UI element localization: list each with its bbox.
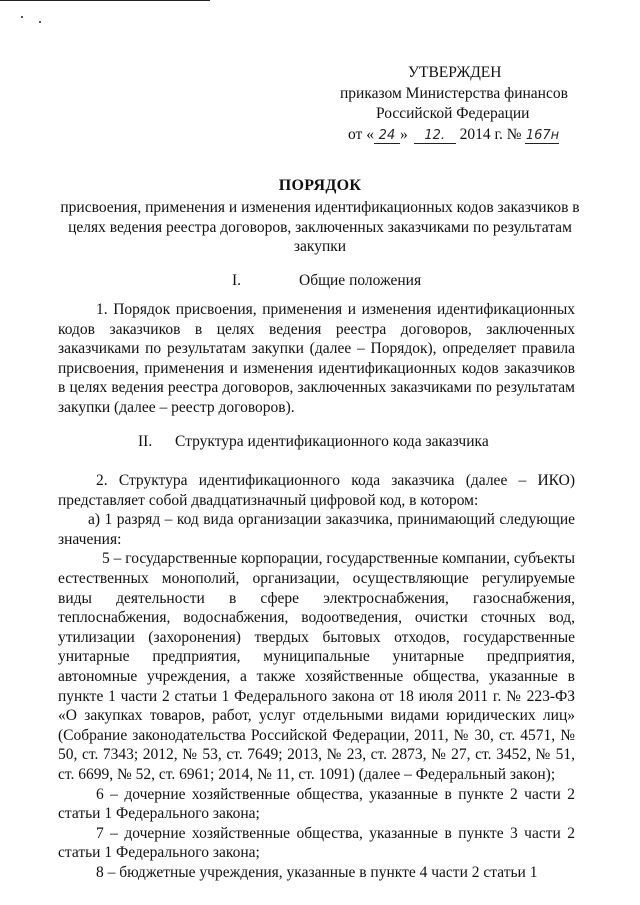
scan-speck	[21, 16, 23, 18]
scan-speck	[39, 21, 41, 23]
date-prefix: от «	[348, 125, 374, 143]
section-heading-2	[138, 433, 489, 451]
section-title: Структура идентификационного кода заказчика	[175, 433, 489, 450]
section-2-body	[58, 471, 575, 882]
section-title: Общие положения	[299, 272, 422, 289]
order-date-line	[330, 125, 590, 146]
date-year: 2014 г. №	[459, 125, 522, 143]
order-ministry-line: приказом Министерства финансов	[340, 84, 568, 102]
approval-stamp-block	[330, 63, 590, 145]
date-mid: »	[399, 125, 408, 143]
federation-line: Российской Федерации	[376, 105, 530, 122]
paragraph: 5 – государственные корпорации, государственные компании, субъекты естественных монополий, организации, осуществляющие регулируемые виды деятельности в сфере электроснабжения, газоснабжения, теплоснабжения, водоснабжения, водоотведения, очистки сточных вод, утилизации (захоронения) твердых бытовых отходов, государственные унитарные предприятия, муниципальные унитарные предприятия, автономные учреждения, а также хозяйственные общества, указанные в пункте 1 части 2 статьи 1 Федерального закона от 18 июля 2011 г. № 223-ФЗ «О закупках товаров, работ, услуг отдельными видами юридических лиц» (Собрание законодательства Российской Федерации, 2011, № 30, ст. 4571, № 50, ст. 7343; 2012, № 53, ст. 7649; 2013, № 23, ст. 2873, № 27, ст. 3452, № 51, ст. 6699, № 52, ст. 6961; 2014, № 11, ст. 1091) (далее – Федеральный закон);	[58, 550, 575, 783]
paragraph: 7 – дочерние хозяйственные общества, указанные в пункте 3 части 2 статьи 1 Федерального закона;	[58, 824, 575, 862]
section-heading-1	[232, 272, 421, 290]
paragraph: а) 1 разряд – код вида организации заказчика, принимающий следующие значения:	[58, 511, 575, 548]
section-number: I.	[232, 272, 242, 289]
paragraph: 1. Порядок присвоения, применения и изменения идентификационных кодов заказчиков в целях ведения реестра договоров, заключенных заказчиками по результатам закупки (далее – Порядок), определяет правила присвоения, применения и изменения идентификационных кодов заказчиков в целях ведения реестра договоров, заключенных заказчиками по результатам закупки (далее – реестр договоров).	[58, 301, 575, 416]
handwritten-month: 12.	[414, 129, 456, 144]
document-title: ПОРЯДОК	[278, 177, 362, 194]
paragraph: 2. Структура идентификационного кода заказчика (далее – ИКО) представляет собой двадцатизначный цифровой код, в котором:	[58, 472, 575, 509]
paragraph: 6 – дочерние хозяйственные общества, указанные в пункте 2 части 2 статьи 1 Федерального закона;	[58, 785, 575, 823]
paragraph: 8 – бюджетные учреждения, указанные в пункте 4 части 2 статьи 1	[96, 863, 538, 881]
scan-edge-line	[0, 0, 210, 1]
section-1-body	[58, 300, 575, 418]
approved-label: УТВЕРЖДЕН	[408, 64, 502, 81]
handwritten-day: 24	[374, 129, 400, 144]
document-subtitle: присвоения, применения и изменения идентификационных кодов заказчиков в целях ведения реестра договоров, заключенных заказчиками по результатам закупки	[60, 199, 580, 255]
section-number: II.	[138, 433, 153, 450]
handwritten-order-number: 167н	[525, 127, 560, 143]
